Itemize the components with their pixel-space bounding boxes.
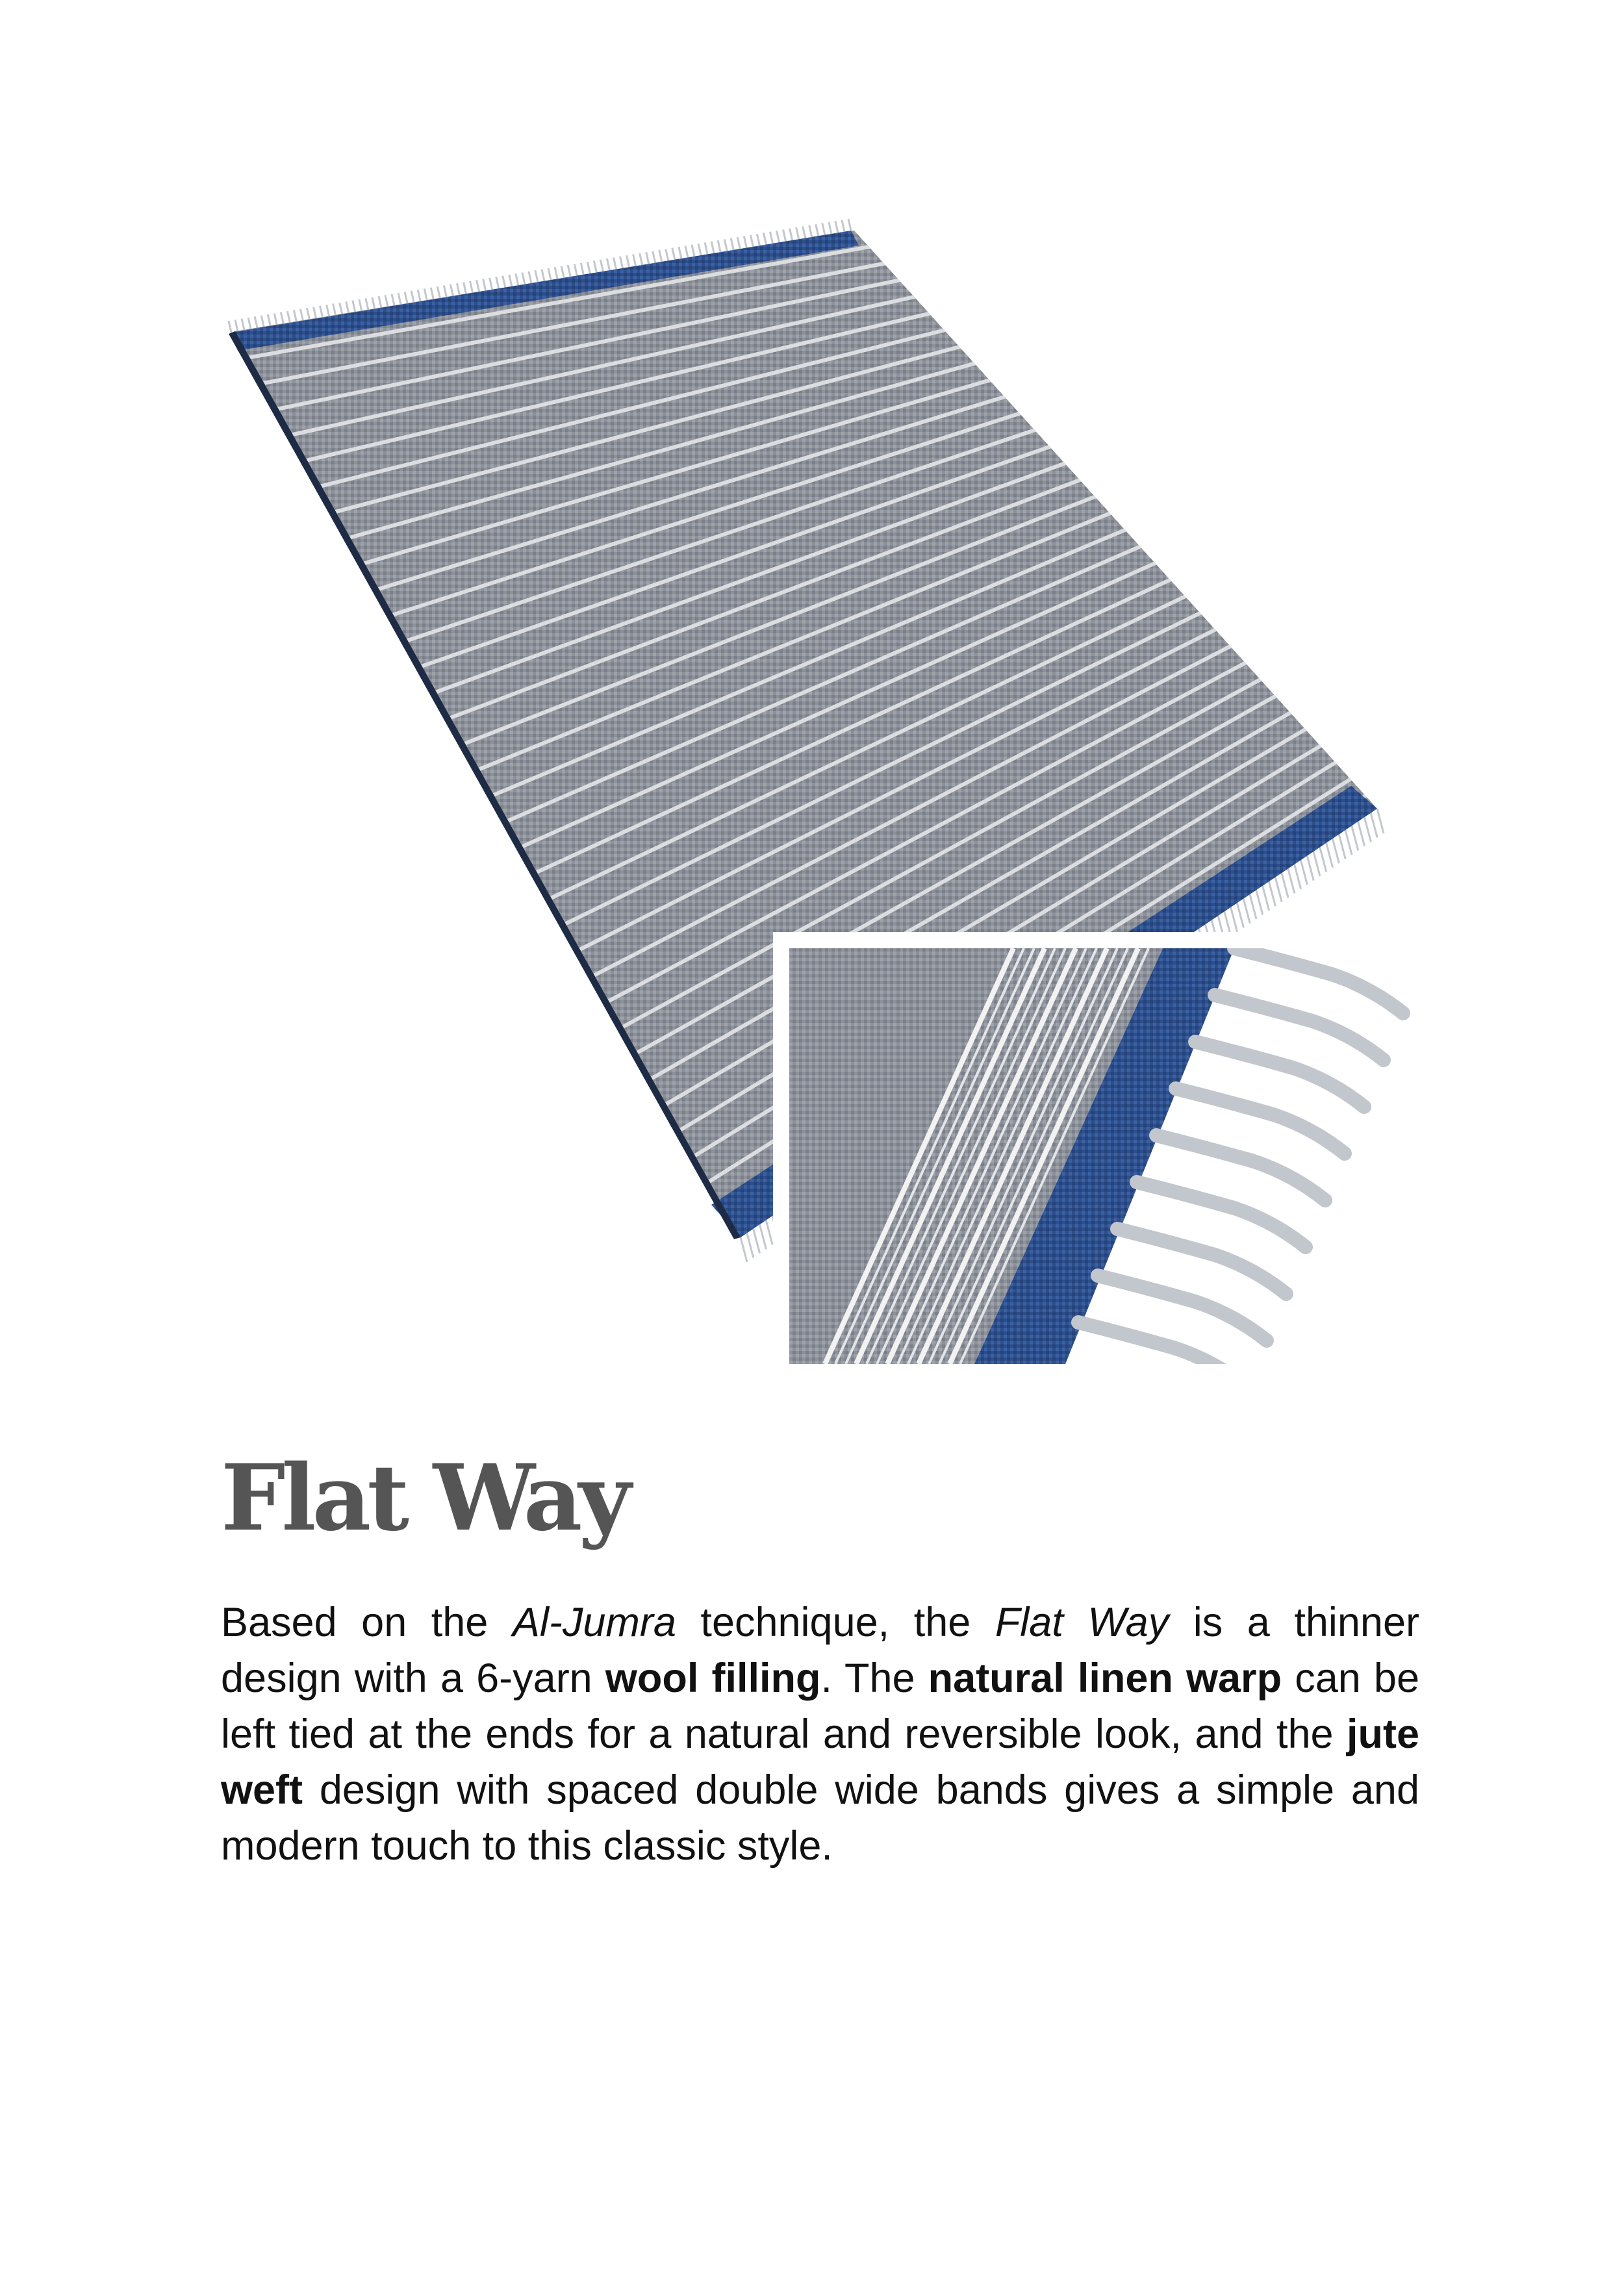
- product-title: Flat Way: [221, 1445, 628, 1552]
- description-text: design with spaced double wide bands gives a simple and modern touch to this classic style.: [221, 1767, 1419, 1869]
- technique-name: Al-Jumra: [512, 1600, 676, 1645]
- description-text: is a thinner design with a 6-yarn: [221, 1600, 1419, 1701]
- description-text: can be left tied at the ends for a natural and reversible look, and the: [221, 1656, 1419, 1757]
- jute-weft-term: jute weft: [221, 1711, 1419, 1813]
- description-text: Based on the: [221, 1600, 513, 1645]
- product-name: Flat Way: [995, 1600, 1169, 1645]
- product-description: [221, 1595, 1419, 1874]
- description-text: . The: [820, 1656, 928, 1701]
- wool-filling-term: wool filling: [605, 1656, 821, 1701]
- rug-detail-inset: [773, 932, 1429, 1387]
- linen-warp-term: natural linen warp: [928, 1656, 1282, 1701]
- description-text: technique, the: [676, 1600, 995, 1645]
